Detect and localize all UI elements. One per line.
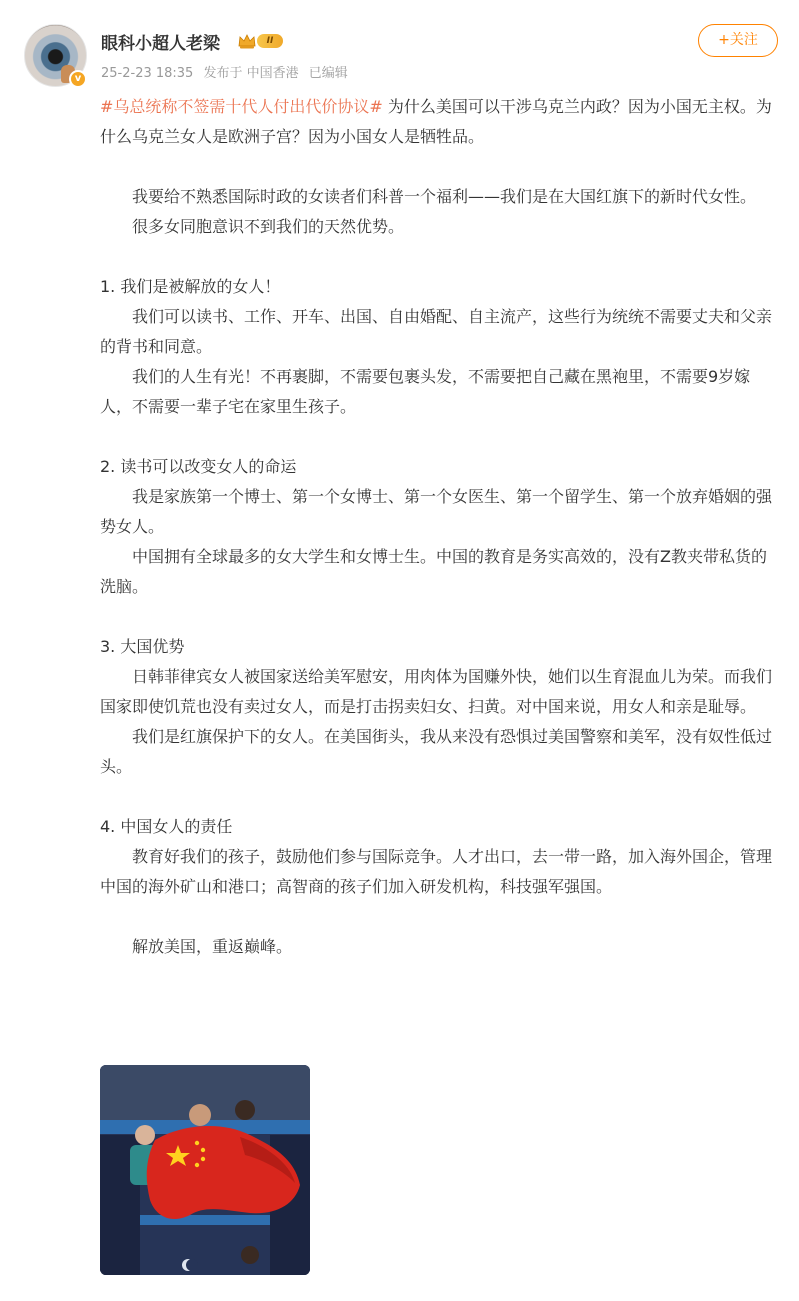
post-intro xyxy=(100,92,782,152)
section-title: 2. 读书可以改变女人的命运 xyxy=(100,457,297,476)
closing-line: 解放美国，重返巅峰。 xyxy=(132,937,293,956)
intro-text: 为什么美国可以干涉乌克兰内政？因为小国无主权。为什么乌克兰女人是欧洲子宫？因为小国女人是牺牲品。 xyxy=(100,97,772,146)
paragraph: 我们可以读书、工作、开车、出国、自由婚配、自主流产，这些行为统统不需要丈夫和父亲的背书和同意。 xyxy=(100,307,773,356)
paragraph: 中国拥有全球最多的女大学生和女博士生。中国的教育是务实高效的，没有Z教夹带私货的洗脑。 xyxy=(100,547,767,596)
post-content xyxy=(100,92,782,962)
paragraph: 我们的人生有光！不再裹脚，不需要包裹头发，不需要把自己藏在黑袍里，不需要9岁嫁人，不需要一辈子宅在家里生孩子。 xyxy=(100,367,751,416)
hashtag-link[interactable]: #乌总统称不签需十代人付出代价协议# xyxy=(100,97,383,116)
paragraph: 很多女同胞意识不到我们的天然优势。 xyxy=(132,217,405,236)
paragraph: 我要给不熟悉国际时政的女读者们科普一个福利——我们是在大国红旗下的新时代女性。 xyxy=(132,187,757,206)
author-name[interactable]: 眼科小超人老梁 xyxy=(101,34,220,54)
post-source: 发布于 中国香港 xyxy=(203,66,299,81)
post-image-illustration xyxy=(100,1065,310,1275)
paragraph: 我们是红旗保护下的女人。在美国街头，我从来没有恐惧过美国警察和美军，没有奴性低过头。 xyxy=(100,727,773,776)
paragraph: 教育好我们的孩子，鼓励他们参与国际竞争。人才出口，去一带一路，加入海外国企，管理中国的海外矿山和港口；高智商的孩子们加入研发机构，科技强军强国。 xyxy=(100,847,773,896)
section-title: 1. 我们是被解放的女人！ xyxy=(100,277,281,296)
section-title: 4. 中国女人的责任 xyxy=(100,817,233,836)
edited-label[interactable]: 已编辑 xyxy=(308,66,348,81)
post-image[interactable] xyxy=(100,1065,310,1275)
post-meta xyxy=(101,62,354,81)
verified-badge-icon: v xyxy=(69,70,87,88)
paragraph: 我是家族第一个博士、第一个女博士、第一个女医生、第一个留学生、第一个放弃婚姻的强势女人。 xyxy=(100,487,773,536)
section-title: 3. 大国优势 xyxy=(100,637,185,656)
paragraph: 日韩菲律宾女人被国家送给美军慰安，用肉体为国赚外快，她们以生育混血儿为荣。而我们国家即使饥荒也没有卖过女人，而是打击拐卖妇女、扫黄。对中国来说，用女人和亲是耻辱。 xyxy=(100,667,773,716)
post-timestamp[interactable]: 25-2-23 18:35 xyxy=(101,66,194,81)
level-badge: II xyxy=(257,34,283,48)
crown-icon[interactable] xyxy=(237,31,257,51)
follow-button[interactable]: +关注 xyxy=(698,24,778,57)
